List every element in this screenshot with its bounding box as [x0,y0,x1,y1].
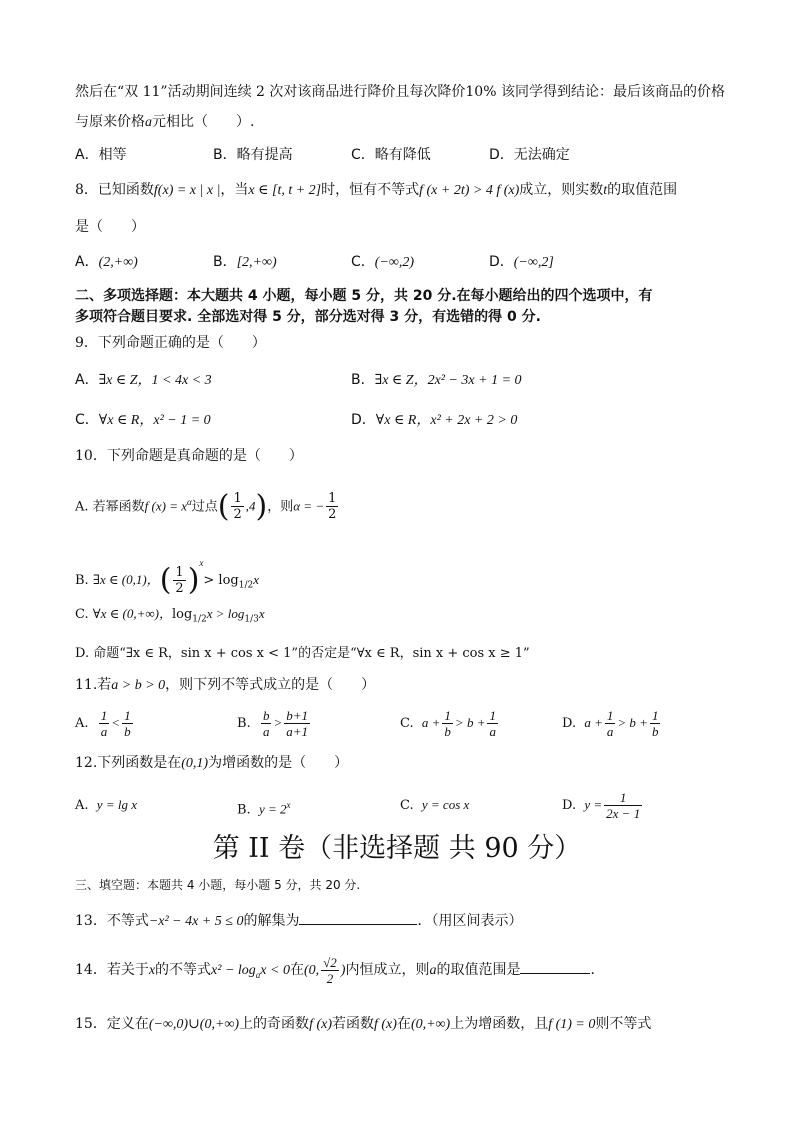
q12-stem [75,753,734,774]
q10-c-log1: log [171,607,193,622]
section2-heading-line2: 多项符合题目要求. 全部选对得 5 分，部分选对得 3 分，有选错的得 0 分. [75,309,541,325]
q9-option-a: A．∃x ∈ Z，1 < 4x < 3 [75,372,212,388]
q7-line2 [75,112,734,133]
q10-stem: 10．下列命题是真命题的是（ ） [75,448,303,464]
q10-option-d: D. 命题“∃x ∈ R，sin x + cos x < 1”的否定是“∀x ∈ R，sin x + cos x ≥ 1” [75,646,530,661]
q10-b-log: > log [203,573,239,588]
q10-b-x: x [253,572,260,587]
q7-line1: 然后在“双 11”活动期间连续 2 次对该商品进行降价且每次降价10% 该同学得到结论：最后该商品的价格 [75,84,725,100]
q10-option-c [75,604,734,630]
q10-a-result-frac: $\frac{1}{2}$ [328,491,337,523]
q10-b-quant: ∃x ∈ (0,1)， [92,572,160,587]
q13-expression: −x² − 4x + 5 ≤ 0 [148,914,244,929]
q7-var-a: a [145,115,152,130]
q10-a-then: ，则 [267,499,294,515]
q7-option-a: A．相等 [75,147,127,163]
section2-text-b: 在每小题给出的四个选项中，有 [456,288,653,304]
q9-option-c: C．∀x ∈ R，x² − 1 = 0 [75,412,211,428]
q10-b-exp: x [199,558,204,568]
q14-interval-frac: $\frac{√2}{2}$ [323,954,337,986]
q10-c-x: x [258,606,265,621]
q10-b-lparen: ( [159,562,172,598]
q8-text-c: 时，恒有不等式 [321,182,420,198]
q12-text-b: 为增函数的是（ ） [208,755,349,771]
q8-option-d: D．(−∞,2] [489,254,554,270]
q8-function: f(x) = x | x | [153,183,221,198]
section3-heading: 三、填空题：本题共 4 小题，每小题 5 分，共 20 分. [75,878,361,892]
q8-domain: x ∈ [t, t + 2] [248,183,322,198]
q10-a-point-frac: $\frac{1}{2}$ [233,491,242,523]
q12-option-a: A. y = lg x [75,797,137,813]
q15: 15．定义在(−∞,0)∪(0,+∞)上的奇函数f (x)若函数f (x)在(0,+∞)上为增函数，且f (1) = 0则不等式 [75,1016,652,1032]
q11-options [75,705,734,741]
q10-option-b [75,545,734,604]
q8-stem-line2: 是（ ） [75,219,145,235]
q12-option-c: C. y = cos x [400,797,470,813]
q7-line2-pre: 与原来价格 [75,114,145,130]
q14-answer-blank[interactable] [520,959,590,974]
q12-option-b: B. $y = 2^x$ [237,800,291,818]
q8-text-b: ，当 [220,182,249,198]
q11-text-a: 11.若 [75,677,112,693]
q8-text-a: 8．已知函数 [75,182,154,198]
q9-option-b: B．∃x ∈ Z，2x² − 3x + 1 = 0 [351,372,522,388]
q10-c-label: C. [75,607,89,622]
q10-b-base: 1/2 [238,580,254,591]
q14: 14．若关于x的不等式$x^2 - \log_ax < 0$在(0, $\frac{√2}{2}$ )内恒成立，则a的取值范围是 ． [75,954,605,986]
q10-a-rparen: ) [255,488,268,524]
q11-option-b: B. $\frac{b}{a}$ > $\frac{b+1}{a+1}$ [237,708,309,739]
q10-a-exp: α [187,497,192,507]
q11-option-d: D. a + $\frac{1}{a}$ > b + $\frac{1}{b}$ [562,708,659,739]
q10-c-quant: ∀x ∈ (0,+∞)， [92,606,172,621]
q10-a-func: f (x) = x [144,498,187,514]
q10-c-base2: 1/3 [244,614,259,625]
q13: 13．不等式−x² − 4x + 5 ≤ 0的解集为 ．（用区间表示） [75,910,734,932]
q8-option-b: B．[2,+∞) [213,254,277,270]
q7-option-c: C．略有降低 [351,147,431,163]
q10-a-text: A. 若幂函数 [75,499,145,515]
q10-b-label: B. [75,573,89,588]
q10-b-frac: $\frac{1}{2}$ [175,565,184,596]
q11-text-b: ，则下列不等式成立的是（ ） [165,677,376,693]
q10-a-mid: 过点 [191,499,218,515]
q8-inequality: f (x + 2t) > 4 f (x) [419,183,520,198]
q11-option-c: C. a + $\frac{1}{b}$ > b + $\frac{1}{a}$ [400,708,496,739]
q9-stem: 9．下列命题正确的是（ ） [75,335,266,351]
q12-text-a: 12.下列函数是在 [75,755,182,771]
q8-option-a: A．(2,+∞) [75,254,138,270]
q7-option-d: D．无法确定 [489,147,570,163]
q10-a-result: α = − [293,498,325,514]
q8-stem-line1 [75,180,734,201]
q10-b-rparen: ) [187,562,200,598]
q12-option-d: D. y = $\frac{1}{2x - 1}$ [562,790,641,821]
q7-line2-post: 元相比（ ）. [152,114,255,130]
q10-a-lparen: ( [217,488,230,524]
q14-expression: x² − log [211,963,256,978]
q10-a-point-tail: ,4 [245,498,256,514]
q8-text-d: 成立，则实数 [519,182,604,198]
q12-options [75,787,734,823]
q11-stem [75,675,734,696]
q7-option-b: B．略有提高 [213,147,293,163]
q13-answer-blank[interactable] [299,910,417,925]
q11-option-a: A. $\frac{1}{a}$ < $\frac{1}{b}$ [75,708,131,739]
q10-option-a [75,486,734,523]
q9-option-d: D．∀x ∈ R，x² + 2x + 2 > 0 [351,412,518,428]
q10-c-base1: 1/2 [192,614,207,625]
q12-interval: (0,1) [181,756,209,771]
q8-option-c: C．(−∞,2) [351,254,415,270]
q11-cond: a > b > 0 [111,678,166,693]
part2-title: 第 II 卷（非选择题 共 90 分） [212,833,582,864]
q8-var-t: t [603,183,608,198]
section2-text-a: 二、多项选择题：本大题共 4 小题，每小题 5 分，共 20 分. [75,288,457,304]
section2-heading-line1 [75,286,734,306]
q8-text-e: 的取值范围 [607,182,678,198]
q10-c-mid: x > log [206,606,245,621]
